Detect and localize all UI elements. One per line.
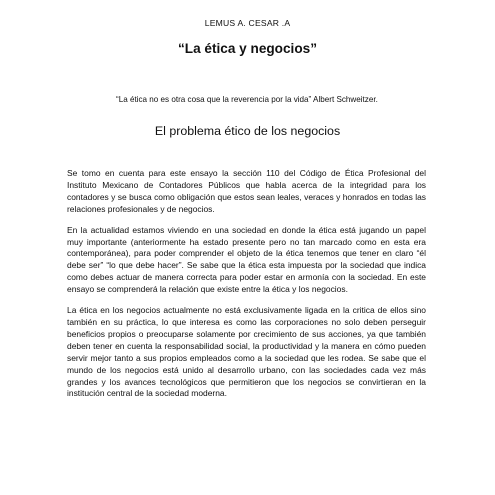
body-paragraph: Se tomo en cuenta para este ensayo la sección 110 del Código de Ética Profesional del Instituto Mexicano de Contadores Públicos que habla acerca de la integridad para los contadores y se busca como obligación que estos sean leales, veraces y honrados en todas las relaciones profesionales y de negocios. bbox=[67, 168, 426, 214]
author-name: LEMUS A. CESAR .A bbox=[204, 18, 291, 28]
body-paragraph: En la actualidad estamos viviendo en una sociedad en donde la ética está jugando un papel muy importante (anteriormente ha estado presente pero no tan marcado como en esta era contemporánea), para poder comprender el objeto de la ética tenemos que tener en claro “él debe ser” “lo que debe hacer”. Se sabe que la ética esta impuesta por la sociedad que indica como debes actuar de manera correcta para poder estar en armonía con la sociedad. En este ensayo se comprenderá la relación que existe entre la ética y los negocios. bbox=[67, 224, 426, 295]
document-title: “La ética y negocios” bbox=[177, 41, 317, 56]
body-paragraph: La ética en los negocios actualmente no está exclusivamente ligada en la critica de ellos sino también en su práctica, lo que interesa es como las corporaciones no solo deben perseguir beneficios propios o preocuparse solamente por crecimiento de sus acciones, ya que también deben tener en cuenta la responsabilidad social, la productividad y la manera en cómo pueden servir mejor tanto a sus propios empleados como a la sociedad que les rodea. Se sabe que el mundo de los negocios está unido al desarrollo urbano, con las sociedades cada vez más grandes y los avances tecnológicos que permitieron que los negocios se convirtieran en la institución central de la sociedad moderna. bbox=[67, 305, 426, 399]
section-title: El problema ético de los negocios bbox=[154, 124, 341, 138]
document-body bbox=[67, 168, 426, 409]
epigraph-quote: “La ética no es otra cosa que la reverencia por la vida” Albert Schweitzer. bbox=[116, 95, 378, 104]
